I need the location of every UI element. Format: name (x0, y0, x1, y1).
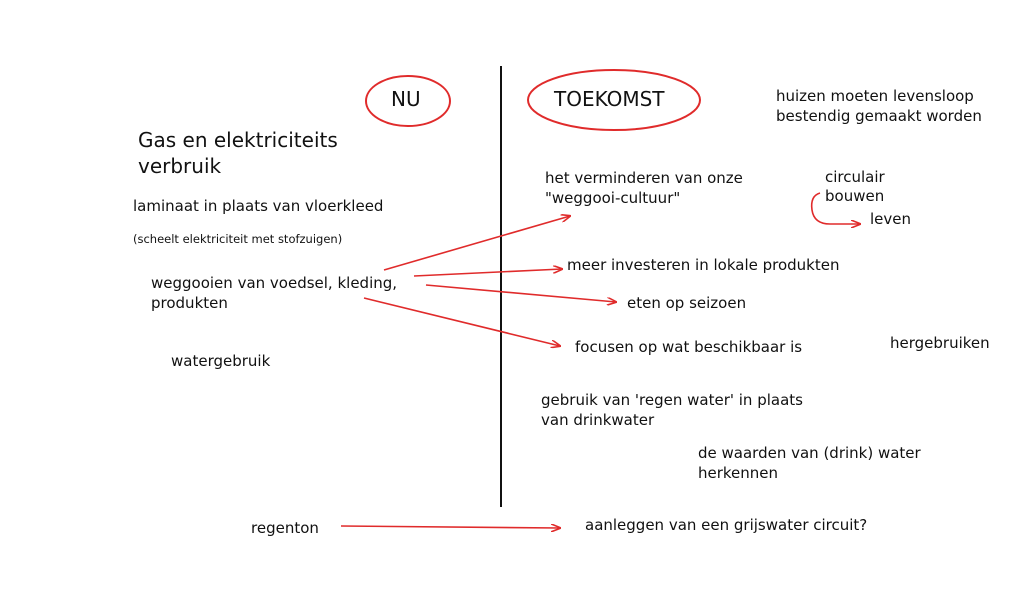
header-nu: NU (391, 87, 421, 111)
investeren-text: meer investeren in lokale produkten (567, 256, 840, 274)
huizen-line1: huizen moeten levensloop (776, 87, 974, 105)
gas-elektriciteit-line1: Gas en elektriciteits (138, 128, 338, 152)
waarden-line2: herkennen (698, 464, 779, 482)
arrow-to-verminderen (384, 216, 570, 270)
arrow-to-grijswater (341, 526, 560, 528)
laminaat-note: (scheelt elektriciteit met stofzuigen) (133, 232, 343, 246)
verminderen-line2: "weggooi-cultuur" (545, 189, 681, 207)
seizoen-text: eten op seizoen (627, 294, 747, 312)
verminderen-line1: het verminderen van onze (545, 169, 743, 187)
arrow-to-focusen (364, 298, 560, 346)
regenwater-line1: gebruik van 'regen water' in plaats (541, 391, 803, 409)
hergebruiken-text: hergebruiken (890, 334, 990, 352)
circulair-line1: circulair (825, 168, 885, 186)
leven-text: leven (870, 210, 912, 228)
regenton-text: regenton (251, 519, 319, 537)
regenwater-line2: van drinkwater (541, 411, 655, 429)
focusen-text: focusen op wat beschikbaar is (575, 338, 803, 356)
arrow-to-seizoen (426, 285, 616, 302)
header-toekomst: TOEKOMST (554, 87, 665, 111)
weggooien-line2: produkten (151, 294, 228, 312)
gas-elektriciteit-line2: verbruik (138, 154, 222, 178)
grijswater-text: aanleggen van een grijswater circuit? (585, 516, 868, 534)
arrow-to-investeren (414, 269, 562, 276)
huizen-line2: bestendig gemaakt worden (776, 107, 982, 125)
laminaat-text: laminaat in plaats van vloerkleed (133, 197, 384, 215)
weggooien-line1: weggooien van voedsel, kleding, (151, 274, 398, 292)
waarden-line1: de waarden van (drink) water (698, 444, 921, 462)
watergebruik-text: watergebruik (171, 352, 271, 370)
circulair-line2: bouwen (825, 187, 885, 205)
